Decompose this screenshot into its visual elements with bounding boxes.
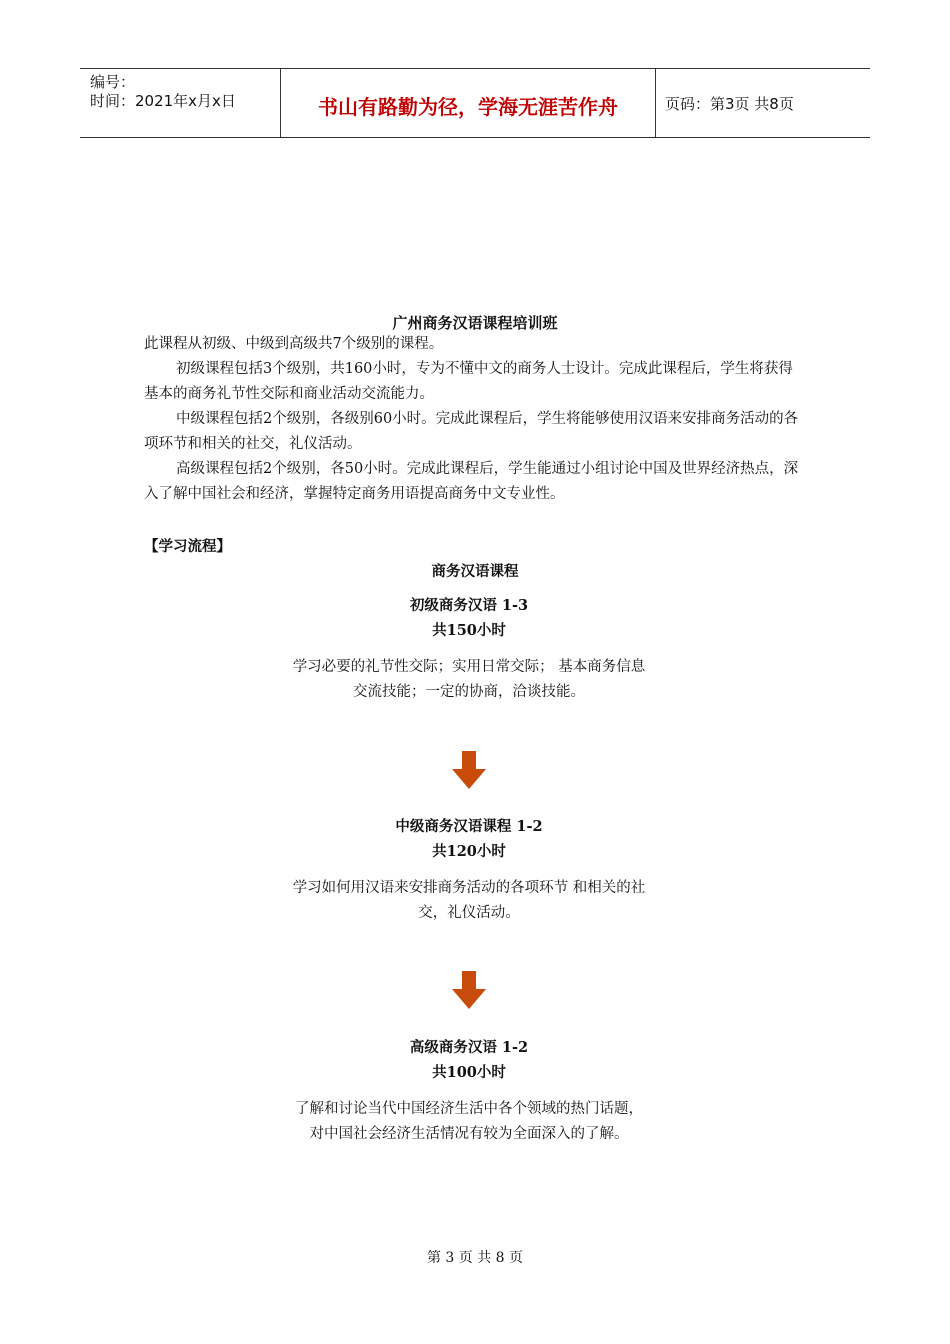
intro-paragraph: 中级课程包括2个级别，各级别60小时。完成此课程后，学生将能够使用汉语来安排商务活动的各项环节和相关的社交，礼仪活动。 bbox=[144, 411, 799, 452]
stage-advanced bbox=[270, 1035, 668, 1147]
stage-intermediate bbox=[270, 814, 668, 926]
intro-paragraph: 初级课程包括3个级别，共160小时，专为不懂中文的商务人士设计。完成此课程后，学生将获得基本的商务礼节性交际和商业活动交流能力。 bbox=[144, 361, 793, 402]
page-title: 广州商务汉语课程培训班 bbox=[392, 314, 558, 332]
motto: 书山有路勤为径，学海无涯苦作舟 bbox=[318, 95, 618, 119]
document-date: 时间：2021年x月x日 bbox=[90, 92, 236, 110]
stage-beginner bbox=[270, 593, 668, 705]
stage-name: 高级商务汉语 1-2 bbox=[409, 1039, 529, 1056]
stage-hours: 共100小时 bbox=[432, 1064, 506, 1081]
flow-title: 商务汉语课程 bbox=[431, 563, 519, 580]
stage-name: 初级商务汉语 1-3 bbox=[409, 597, 529, 614]
header-table bbox=[80, 68, 870, 138]
page-indicator: 页码：第3页 共8页 bbox=[665, 95, 794, 113]
arrow-down-icon bbox=[452, 751, 486, 789]
section-label: 【学习流程】 bbox=[144, 538, 231, 555]
page-footer: 第 3 页 共 8 页 bbox=[426, 1250, 524, 1266]
intro-paragraph: 高级课程包括2个级别，各50小时。完成此课程后，学生能通过小组讨论中国及世界经济热点，深入了解中国社会和经济，掌握特定商务用语提高商务中文专业性。 bbox=[144, 461, 799, 502]
stage-description: 了解和讨论当代中国经济生活中各个领域的热门话题， 对中国社会经济生活情况有较为全面深入的了解。 bbox=[295, 1101, 643, 1142]
stage-name: 中级商务汉语课程 1-2 bbox=[395, 818, 543, 835]
stage-hours: 共120小时 bbox=[432, 843, 506, 860]
document-number: 编号： bbox=[90, 73, 136, 91]
intro-paragraph: 此课程从初级、中级到高级共7个级别的课程。 bbox=[144, 336, 444, 352]
intro-body bbox=[144, 332, 806, 507]
header-page-cell bbox=[655, 69, 870, 137]
header-motto-cell bbox=[280, 69, 656, 137]
stage-description: 学习如何用汉语来安排商务活动的各项环节 和相关的社交，礼仪活动。 bbox=[292, 880, 646, 921]
arrow-down-icon bbox=[452, 971, 486, 1009]
header-meta-cell bbox=[80, 69, 280, 137]
stage-hours: 共150小时 bbox=[432, 622, 506, 639]
stage-description: 学习必要的礼节性交际；实用日常交际； 基本商务信息交流技能；一定的协商，洽谈技能。 bbox=[292, 659, 646, 700]
